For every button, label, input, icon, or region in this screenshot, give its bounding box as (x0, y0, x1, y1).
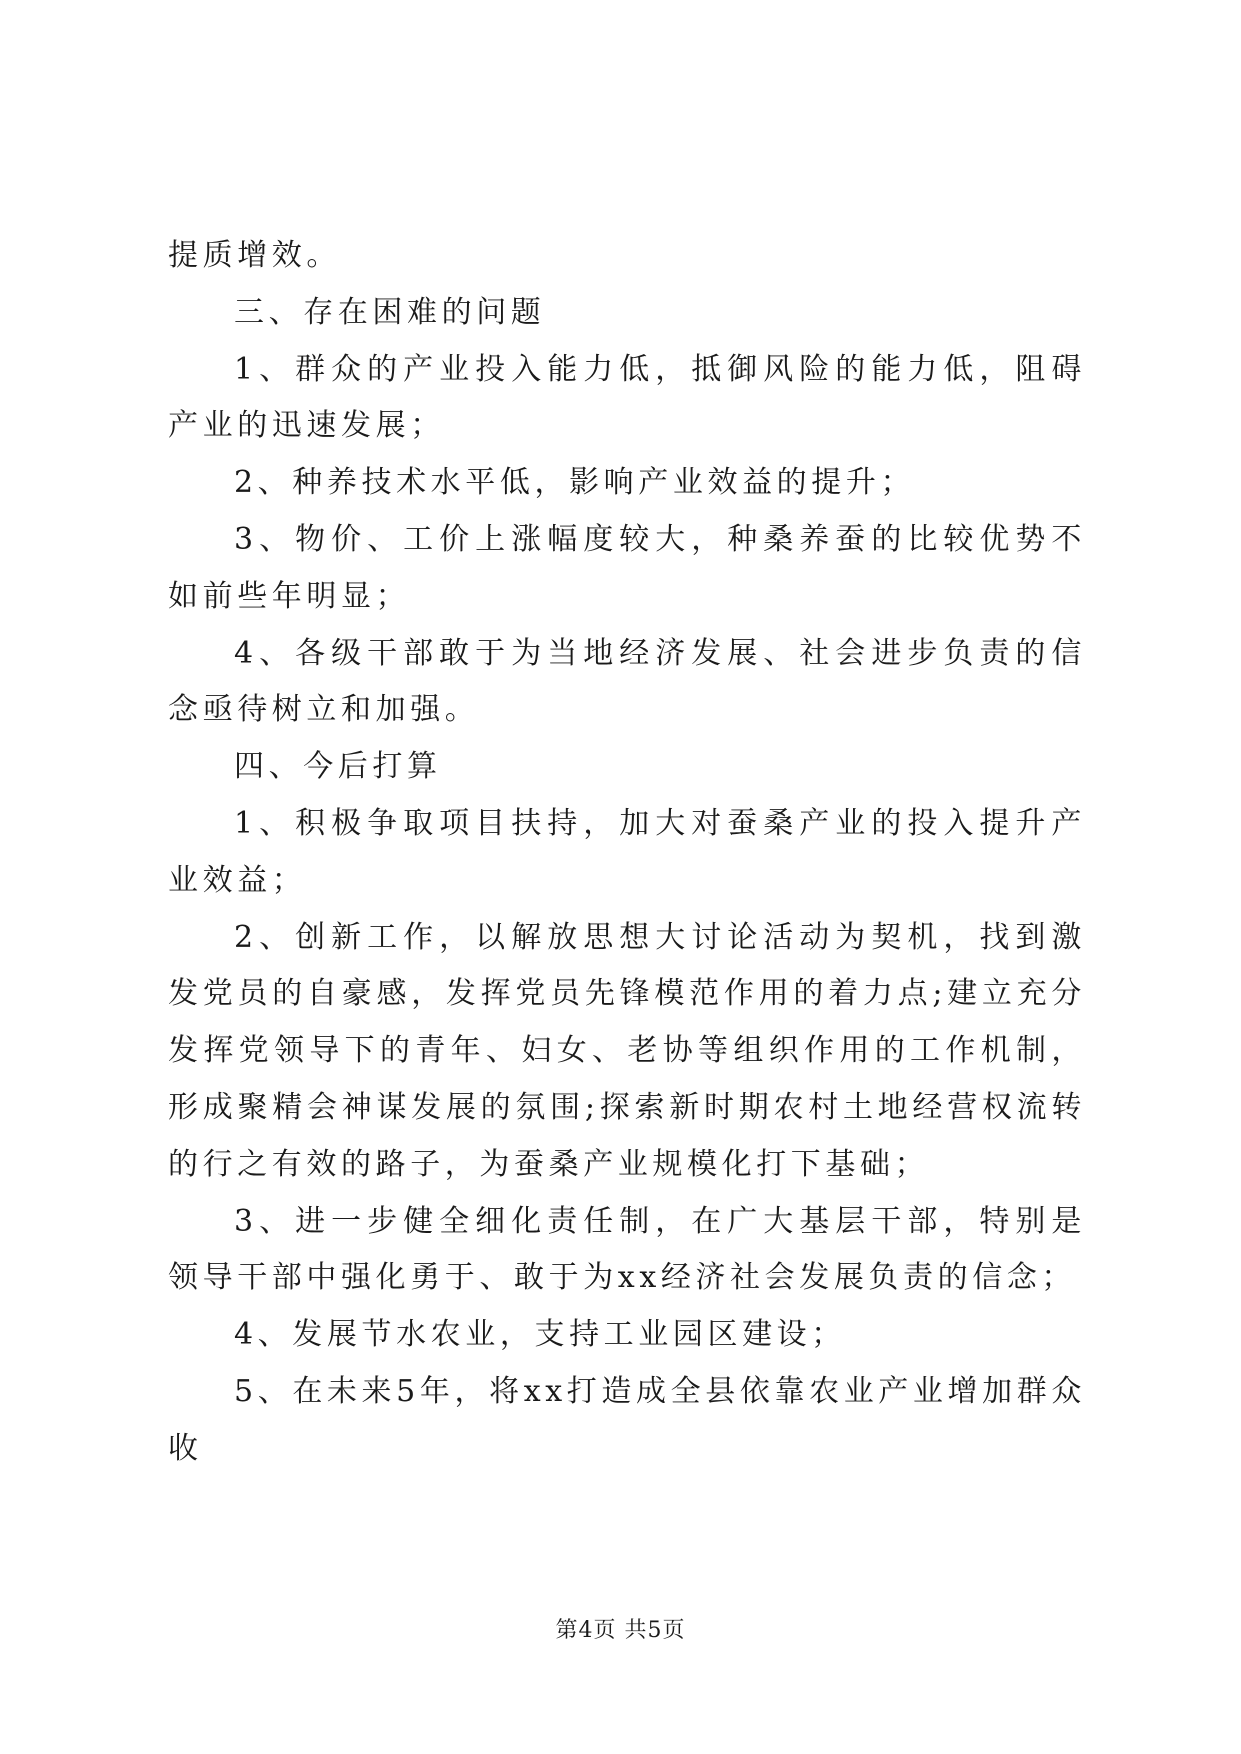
page-number-footer: 第4页 共5页 (555, 1618, 686, 1643)
section-heading-4: 四、今后打算 (234, 749, 442, 785)
paragraph-3: 2、种养技术水平低，影响产业效益的提升； (234, 465, 916, 501)
paragraph-9: 3、进一步健全细化责任制，在广大基层干部，特别是领导干部中强化勇于、敢于为xx经济社会发展负责的信念； (168, 1203, 1086, 1296)
paragraph-4: 3、物价、工价上涨幅度较大，种桑养蚕的比较优势不如前些年明显； (168, 521, 1086, 614)
paragraph-11: 5、在未来5年，将xx打造成全县依靠农业产业增加群众收 (168, 1373, 1086, 1466)
paragraph-0: 提质增效。 (168, 238, 341, 273)
paragraph-7: 1、积极争取项目扶持，加大对蚕桑产业的投入提升产业效益； (168, 805, 1086, 898)
paragraph-8: 2、创新工作，以解放思想大讨论活动为契机，找到激发党员的自豪感，发挥党员先锋模范作用的着力点;建立充分发挥党领导下的青年、妇女、老协等组织作用的工作机制，形成聚精会神谋发展的氛围;探索新时期农村土地经营权流转的行之有效的路子，为蚕桑产业规模化打下基础； (168, 919, 1086, 1182)
paragraph-10: 4、发展节水农业，支持工业园区建设； (234, 1317, 846, 1353)
paragraph-5: 4、各级干部敢于为当地经济发展、社会进步负责的信念亟待树立和加强。 (168, 635, 1086, 728)
paragraph-2: 1、群众的产业投入能力低，抵御风险的能力低，阻碍产业的迅速发展； (168, 351, 1086, 444)
document-body (168, 228, 1086, 1478)
section-heading-3: 三、存在困难的问题 (234, 294, 546, 330)
